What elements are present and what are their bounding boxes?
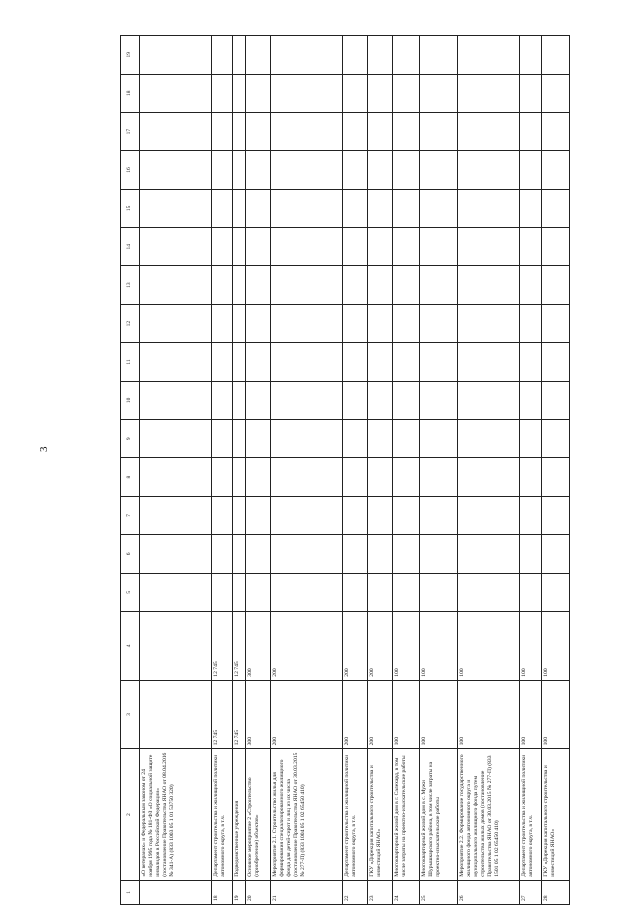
empty-cell <box>520 36 542 75</box>
column-number-header: 11 <box>121 343 140 381</box>
empty-cell <box>212 496 233 534</box>
column-number-header: 7 <box>121 496 140 534</box>
empty-cell <box>542 189 570 227</box>
empty-cell <box>457 151 519 189</box>
empty-cell <box>212 343 233 381</box>
row-number-cell: 25 <box>420 880 457 904</box>
empty-cell <box>245 112 270 150</box>
empty-cell <box>342 112 367 150</box>
value-col4-cell: 200 <box>270 611 342 680</box>
empty-cell <box>342 189 367 227</box>
table-row <box>233 36 245 905</box>
row-number-cell: 18 <box>212 880 233 904</box>
column-number-header: 5 <box>121 573 140 611</box>
empty-cell <box>139 151 211 189</box>
empty-cell <box>367 112 392 150</box>
empty-cell <box>245 381 270 419</box>
empty-cell <box>212 74 233 112</box>
empty-cell <box>392 458 419 496</box>
empty-cell <box>520 228 542 266</box>
empty-cell <box>457 228 519 266</box>
empty-cell <box>520 266 542 304</box>
value-col3-cell: 12 745 <box>212 680 233 749</box>
row-number-cell: 22 <box>342 880 367 904</box>
table-header-row <box>121 36 140 905</box>
empty-cell <box>233 189 245 227</box>
empty-cell <box>342 420 367 458</box>
empty-cell <box>342 36 367 75</box>
table-row <box>542 36 570 905</box>
empty-cell <box>139 496 211 534</box>
empty-cell <box>342 74 367 112</box>
row-name-cell: Департамент строительства и жилищной политики автономного округа, в т.ч. <box>520 749 542 880</box>
empty-cell <box>542 535 570 573</box>
empty-cell <box>342 266 367 304</box>
empty-cell <box>367 36 392 75</box>
empty-cell <box>342 304 367 342</box>
column-number-header: 9 <box>121 420 140 458</box>
empty-cell <box>392 74 419 112</box>
empty-cell <box>542 573 570 611</box>
row-number-cell: 24 <box>392 880 419 904</box>
empty-cell <box>139 112 211 150</box>
empty-cell <box>520 420 542 458</box>
empty-cell <box>233 304 245 342</box>
column-number-header: 17 <box>121 112 140 150</box>
empty-cell <box>520 381 542 419</box>
empty-cell <box>270 496 342 534</box>
row-name-cell: Подведомственные учреждения <box>233 749 245 880</box>
empty-cell <box>367 420 392 458</box>
empty-cell <box>245 266 270 304</box>
empty-cell <box>392 420 419 458</box>
empty-cell <box>420 343 457 381</box>
empty-cell <box>245 420 270 458</box>
empty-cell <box>270 74 342 112</box>
value-col4-cell: 100 <box>457 611 519 680</box>
empty-cell <box>392 266 419 304</box>
empty-cell <box>270 458 342 496</box>
value-col4-cell: 100 <box>420 611 457 680</box>
column-number-header: 4 <box>121 611 140 680</box>
value-col3-cell: 200 <box>270 680 342 749</box>
empty-cell <box>342 573 367 611</box>
empty-cell <box>367 458 392 496</box>
table-row <box>367 36 392 905</box>
empty-cell <box>139 420 211 458</box>
value-col3-cell: 100 <box>520 680 542 749</box>
empty-cell <box>367 496 392 534</box>
empty-cell <box>420 74 457 112</box>
empty-cell <box>542 381 570 419</box>
empty-cell <box>420 381 457 419</box>
empty-cell <box>139 266 211 304</box>
empty-cell <box>520 343 542 381</box>
empty-cell <box>420 189 457 227</box>
empty-cell <box>212 228 233 266</box>
empty-cell <box>212 458 233 496</box>
table-row <box>139 36 211 905</box>
empty-cell <box>233 458 245 496</box>
empty-cell <box>392 343 419 381</box>
empty-cell <box>542 420 570 458</box>
empty-cell <box>420 112 457 150</box>
empty-cell <box>245 573 270 611</box>
empty-cell <box>457 36 519 75</box>
empty-cell <box>139 535 211 573</box>
value-col3-cell: 100 <box>392 680 419 749</box>
column-number-header: 16 <box>121 151 140 189</box>
table-row <box>212 36 233 905</box>
value-col3-cell: 100 <box>542 680 570 749</box>
value-col4-cell: 100 <box>520 611 542 680</box>
column-number-header: 1 <box>121 880 140 904</box>
empty-cell <box>457 266 519 304</box>
value-col4-cell: 12 745 <box>233 611 245 680</box>
value-col3-cell: 300 <box>245 680 270 749</box>
table-row <box>342 36 367 905</box>
empty-cell <box>233 228 245 266</box>
row-name-cell: ГКУ «Дирекция капитального строительства и инвестиций ЯНАО» <box>542 749 570 880</box>
row-number-cell: 27 <box>520 880 542 904</box>
empty-cell <box>457 74 519 112</box>
column-number-header: 15 <box>121 189 140 227</box>
empty-cell <box>233 573 245 611</box>
empty-cell <box>139 228 211 266</box>
column-number-header: 3 <box>121 680 140 749</box>
empty-cell <box>367 189 392 227</box>
empty-cell <box>212 535 233 573</box>
empty-cell <box>270 573 342 611</box>
empty-cell <box>212 151 233 189</box>
row-name-cell: ГКУ «Дирекция капитального строительства и инвестиций ЯНАО» <box>367 749 392 880</box>
row-name-cell: Департамент строительства и жилищной политики автономного округа, в т.ч. <box>342 749 367 880</box>
page-number: 3 <box>38 446 50 452</box>
empty-cell <box>212 420 233 458</box>
empty-cell <box>233 74 245 112</box>
column-number-header: 18 <box>121 74 140 112</box>
empty-cell <box>457 496 519 534</box>
empty-cell <box>542 458 570 496</box>
empty-cell <box>457 573 519 611</box>
empty-cell <box>270 304 342 342</box>
empty-cell <box>212 381 233 419</box>
value-col3-cell: 200 <box>367 680 392 749</box>
empty-cell <box>420 228 457 266</box>
column-number-header: 6 <box>121 535 140 573</box>
empty-cell <box>542 343 570 381</box>
column-number-header: 10 <box>121 381 140 419</box>
empty-cell <box>233 343 245 381</box>
empty-cell <box>139 36 211 75</box>
row-name-cell: Департамент строительства и жилищной политики автономного округа, в т.ч. <box>212 749 233 880</box>
empty-cell <box>457 420 519 458</box>
empty-cell <box>520 496 542 534</box>
table-row <box>270 36 342 905</box>
empty-cell <box>520 573 542 611</box>
empty-cell <box>457 189 519 227</box>
empty-cell <box>367 228 392 266</box>
empty-cell <box>420 420 457 458</box>
empty-cell <box>367 266 392 304</box>
empty-cell <box>139 304 211 342</box>
empty-cell <box>139 189 211 227</box>
empty-cell <box>270 112 342 150</box>
empty-cell <box>270 36 342 75</box>
table-row <box>520 36 542 905</box>
value-col3-cell: 12 745 <box>233 680 245 749</box>
value-col4-cell: 300 <box>245 611 270 680</box>
empty-cell <box>139 573 211 611</box>
empty-cell <box>520 304 542 342</box>
empty-cell <box>542 266 570 304</box>
empty-cell <box>457 112 519 150</box>
empty-cell <box>520 74 542 112</box>
empty-cell <box>392 151 419 189</box>
row-name-cell: Многоквартирный жилой дом в с. Мужи Шурышкарского района, в том числе затраты на проектно-изыскательские работы <box>420 749 457 880</box>
empty-cell <box>233 420 245 458</box>
empty-cell <box>520 151 542 189</box>
empty-cell <box>392 112 419 150</box>
empty-cell <box>233 535 245 573</box>
row-number-cell: 28 <box>542 880 570 904</box>
row-name-cell: Мероприятие 2.2. Формирование государственного жилищного фонда автономного округа и муниципального жилищного фонда путем строительства жилых домов (постановление Правительства ЯНАО от 30.03.2015 № 277-П) (833 1501 05 1 02 65450 410) <box>457 749 519 880</box>
column-number-header: 12 <box>121 304 140 342</box>
empty-cell <box>233 36 245 75</box>
empty-cell <box>212 266 233 304</box>
empty-cell <box>270 420 342 458</box>
value-col3-cell: 100 <box>457 680 519 749</box>
value-col3-cell: 200 <box>342 680 367 749</box>
empty-cell <box>542 36 570 75</box>
table-row <box>245 36 270 905</box>
budget-table-rotated <box>120 35 570 905</box>
empty-cell <box>212 36 233 75</box>
row-number-cell: 23 <box>367 880 392 904</box>
empty-cell <box>420 496 457 534</box>
table-row <box>392 36 419 905</box>
empty-cell <box>139 381 211 419</box>
empty-cell <box>139 343 211 381</box>
value-col4-cell: 12 745 <box>212 611 233 680</box>
table-row <box>457 36 519 905</box>
empty-cell <box>212 112 233 150</box>
empty-cell <box>392 189 419 227</box>
row-name-cell: Мероприятие 2.1. Строительство жилья для формирования специализированного жилищного фонда для детей-сирот и лиц из их числа (постановление Правительства ЯНАО от 30.03.2015 № 277-П) (833 1004 05 1 02 65450 410) <box>270 749 342 880</box>
row-number-cell <box>139 880 211 904</box>
empty-cell <box>233 151 245 189</box>
value-col4-cell: 200 <box>367 611 392 680</box>
empty-cell <box>233 112 245 150</box>
empty-cell <box>342 535 367 573</box>
budget-table <box>120 35 570 905</box>
empty-cell <box>233 496 245 534</box>
empty-cell <box>542 304 570 342</box>
empty-cell <box>457 535 519 573</box>
empty-cell <box>420 151 457 189</box>
column-number-header: 2 <box>121 749 140 880</box>
empty-cell <box>270 151 342 189</box>
empty-cell <box>270 343 342 381</box>
value-col4-cell: 200 <box>342 611 367 680</box>
empty-cell <box>342 381 367 419</box>
empty-cell <box>457 381 519 419</box>
empty-cell <box>542 151 570 189</box>
row-name-cell: Основное мероприятие 2 «Строительство (приобретение) объектов» <box>245 749 270 880</box>
empty-cell <box>420 266 457 304</box>
empty-cell <box>212 189 233 227</box>
column-number-header: 14 <box>121 228 140 266</box>
empty-cell <box>457 304 519 342</box>
empty-cell <box>367 343 392 381</box>
column-number-header: 19 <box>121 36 140 75</box>
empty-cell <box>245 304 270 342</box>
empty-cell <box>420 535 457 573</box>
empty-cell <box>212 304 233 342</box>
empty-cell <box>420 573 457 611</box>
empty-cell <box>245 74 270 112</box>
value-col4-cell: 100 <box>392 611 419 680</box>
empty-cell <box>245 343 270 381</box>
column-number-header: 13 <box>121 266 140 304</box>
empty-cell <box>367 535 392 573</box>
empty-cell <box>392 496 419 534</box>
empty-cell <box>542 496 570 534</box>
empty-cell <box>542 228 570 266</box>
row-name-cell: Многоквартирный жилой дом в г. Салехард, в том числе затраты на проектно-изыскательские работы <box>392 749 419 880</box>
empty-cell <box>233 266 245 304</box>
empty-cell <box>420 458 457 496</box>
empty-cell <box>342 458 367 496</box>
empty-cell <box>212 573 233 611</box>
empty-cell <box>342 496 367 534</box>
row-number-cell: 21 <box>270 880 342 904</box>
empty-cell <box>520 112 542 150</box>
empty-cell <box>392 36 419 75</box>
empty-cell <box>520 458 542 496</box>
row-name-cell: «О ветеранах» и Федеральным законом от 24 ноября 1995 года № 181-ФЗ «О социальной защите инвалидов в Российской Федерации» (постановление Правительства ЯНАО от 08.04.2016 № 341-А) (833 1003 05 1 01 53750 320) <box>139 749 211 880</box>
empty-cell <box>233 381 245 419</box>
empty-cell <box>542 112 570 150</box>
empty-cell <box>245 496 270 534</box>
column-number-header: 8 <box>121 458 140 496</box>
empty-cell <box>270 381 342 419</box>
empty-cell <box>520 189 542 227</box>
empty-cell <box>245 535 270 573</box>
empty-cell <box>245 36 270 75</box>
empty-cell <box>520 535 542 573</box>
empty-cell <box>392 381 419 419</box>
empty-cell <box>245 458 270 496</box>
row-number-cell: 19 <box>233 880 245 904</box>
empty-cell <box>392 228 419 266</box>
empty-cell <box>245 228 270 266</box>
empty-cell <box>270 266 342 304</box>
empty-cell <box>270 189 342 227</box>
empty-cell <box>457 343 519 381</box>
value-col4-cell <box>139 611 211 680</box>
empty-cell <box>270 535 342 573</box>
empty-cell <box>367 381 392 419</box>
empty-cell <box>245 189 270 227</box>
empty-cell <box>245 151 270 189</box>
table-row <box>420 36 457 905</box>
empty-cell <box>367 304 392 342</box>
empty-cell <box>139 74 211 112</box>
empty-cell <box>342 151 367 189</box>
empty-cell <box>367 573 392 611</box>
value-col4-cell: 100 <box>542 611 570 680</box>
empty-cell <box>342 343 367 381</box>
empty-cell <box>342 228 367 266</box>
empty-cell <box>392 304 419 342</box>
value-col3-cell: 100 <box>420 680 457 749</box>
empty-cell <box>420 304 457 342</box>
empty-cell <box>392 535 419 573</box>
empty-cell <box>457 458 519 496</box>
empty-cell <box>420 36 457 75</box>
empty-cell <box>270 228 342 266</box>
empty-cell <box>542 74 570 112</box>
row-number-cell: 26 <box>457 880 519 904</box>
empty-cell <box>367 151 392 189</box>
empty-cell <box>367 74 392 112</box>
row-number-cell: 20 <box>245 880 270 904</box>
value-col3-cell <box>139 680 211 749</box>
empty-cell <box>392 573 419 611</box>
empty-cell <box>139 458 211 496</box>
